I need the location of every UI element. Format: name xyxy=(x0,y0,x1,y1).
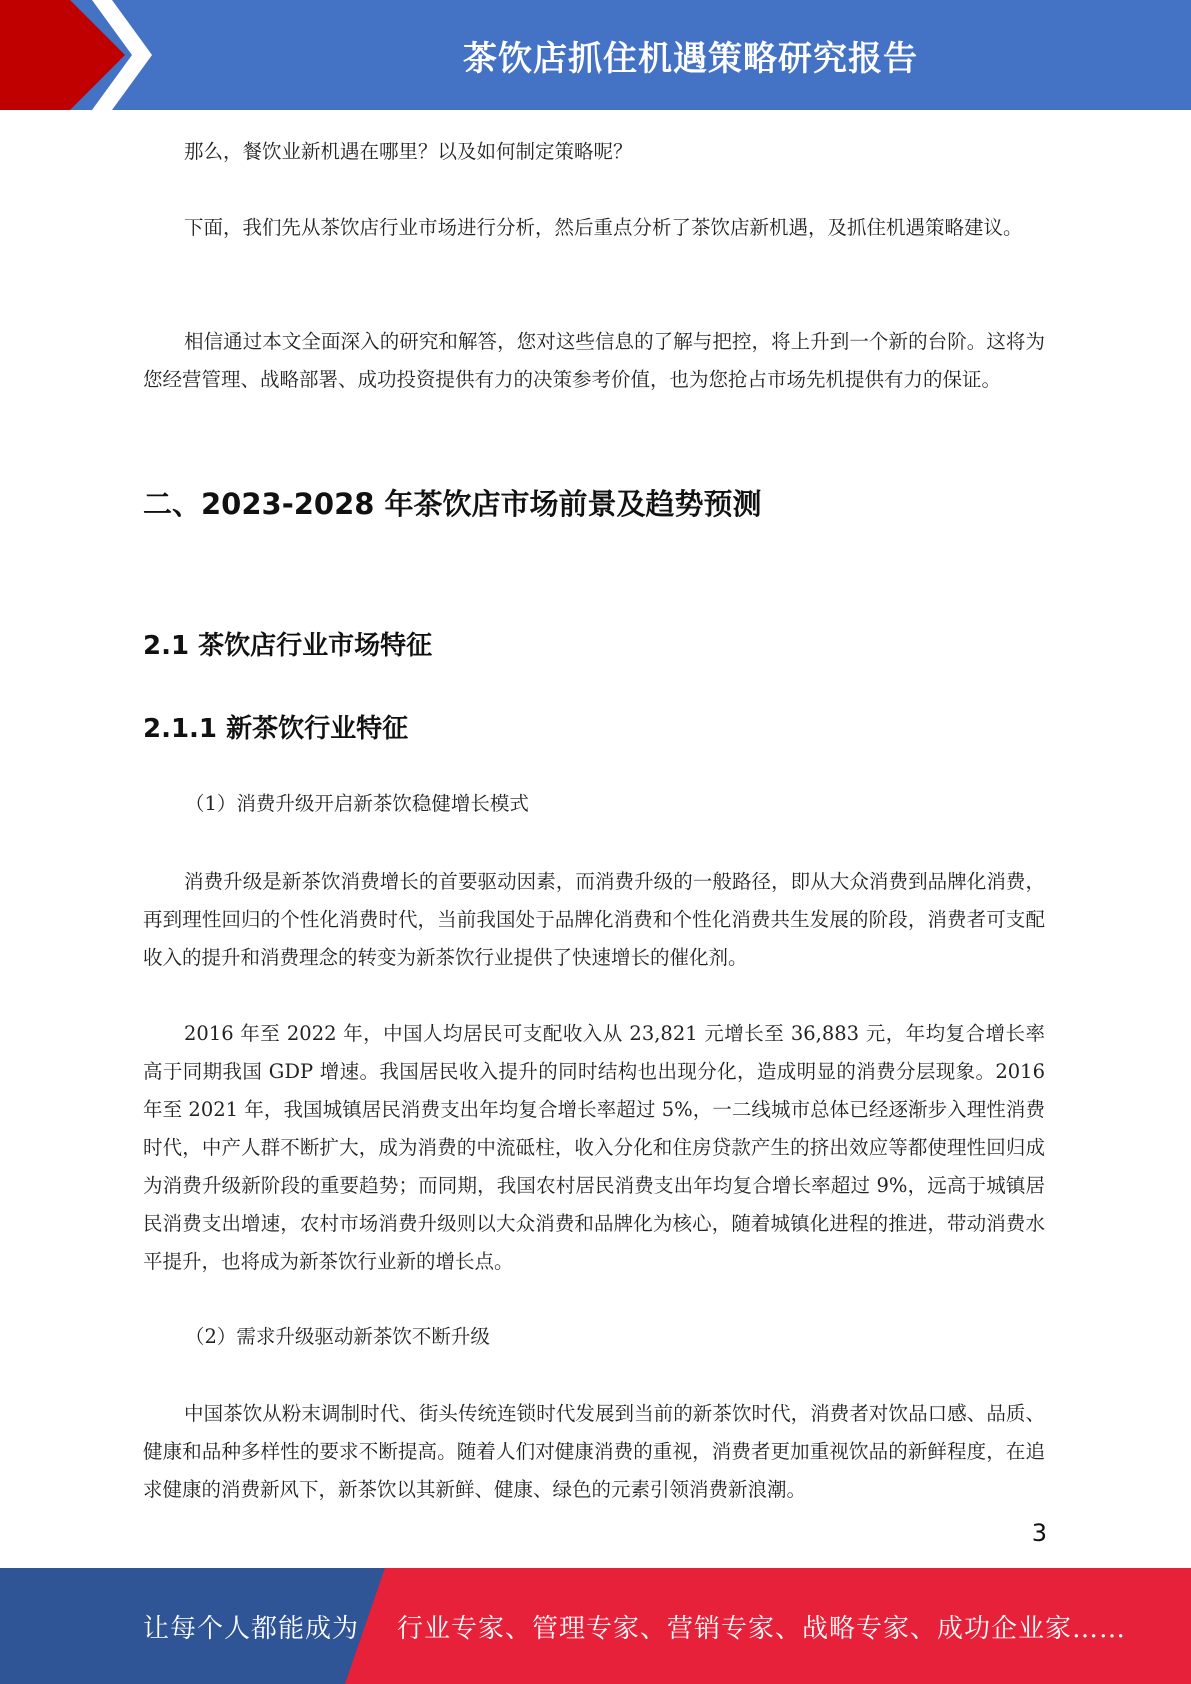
section-heading: 二、2023-2028 年茶饮店市场前景及趋势预测 xyxy=(143,487,762,521)
paragraph-overview: 下面，我们先从茶饮店行业市场进行分析，然后重点分析了茶饮店新机遇，及抓住机遇策略建议。 xyxy=(184,216,1023,239)
page-number: 3 xyxy=(1031,1519,1047,1547)
paragraph-demand-upgrade: 中国茶饮从粉末调制时代、街头传统连锁时代发展到当前的新茶饮时代，消费者对饮品口感、品质、健康和品种多样性的要求不断提高。随着人们对健康消费的重视，消费者更加重视饮品的新鲜程度，在追求健康的消费新风下，新茶饮以其新鲜、健康、绿色的元素引领消费新浪潮。 xyxy=(143,1402,1045,1501)
report-title: 茶饮店抓住机遇策略研究报告 xyxy=(463,38,918,79)
paragraph-value: 相信通过本文全面深入的研究和解答，您对这些信息的了解与把控，将上升到一个新的台阶。这将为您经营管理、战略部署、成功投资提供有力的决策参考价值，也为您抢占市场先机提供有力的保证。 xyxy=(143,330,1045,391)
point-heading-2: （2）需求升级驱动新茶饮不断升级 xyxy=(185,1325,490,1348)
subsection-heading: 2.1 茶饮店行业市场特征 xyxy=(143,631,433,661)
footer-slogan-left: 让每个人都能成为 xyxy=(143,1613,360,1644)
point-heading-1: （1）消费升级开启新茶饮稳健增长模式 xyxy=(185,792,529,815)
footer-slogan-right: 行业专家、管理专家、营销专家、战略专家、成功企业家…… xyxy=(397,1613,1127,1644)
subsubsection-heading: 2.1.1 新茶饮行业特征 xyxy=(143,714,409,744)
paragraph-intro-question: 那么，餐饮业新机遇在哪里？以及如何制定策略呢？ xyxy=(184,140,633,163)
paragraph-consumption-upgrade: 消费升级是新茶饮消费增长的首要驱动因素，而消费升级的一般路径，即从大众消费到品牌化消费，再到理性回归的个性化消费时代，当前我国处于品牌化消费和个性化消费共生发展的阶段，消费者可支配收入的提升和消费理念的转变为新茶饮行业提供了快速增长的催化剂。 xyxy=(143,870,1045,969)
page-footer xyxy=(0,1568,1191,1684)
paragraph-income-stats: 2016 年至 2022 年，中国人均居民可支配收入从 23,821 元增长至 36,883 元，年均复合增长率高于同期我国 GDP 增速。我国居民收入提升的同时结构也出现分化，造成明显的消费分层现象。2016 年至 2021 年，我国城镇居民消费支出年均复合增长率超过 5%，一二线城市总体已经逐渐步入理性消费时代，中产人群不断扩大，成为消费的中流砥柱，收入分化和住房贷款产生的挤出效应等都使理性回归成为消费升级新阶段的重要趋势；而同期，我国农村居民消费支出年均复合增长率超过 9%，远高于城镇居民消费支出增速，农村市场消费升级则以大众消费和品牌化为核心，随着城镇化进程的推进，带动消费水平提升，也将成为新茶饮行业新的增长点。 xyxy=(143,1022,1045,1273)
page-header xyxy=(0,0,1191,110)
